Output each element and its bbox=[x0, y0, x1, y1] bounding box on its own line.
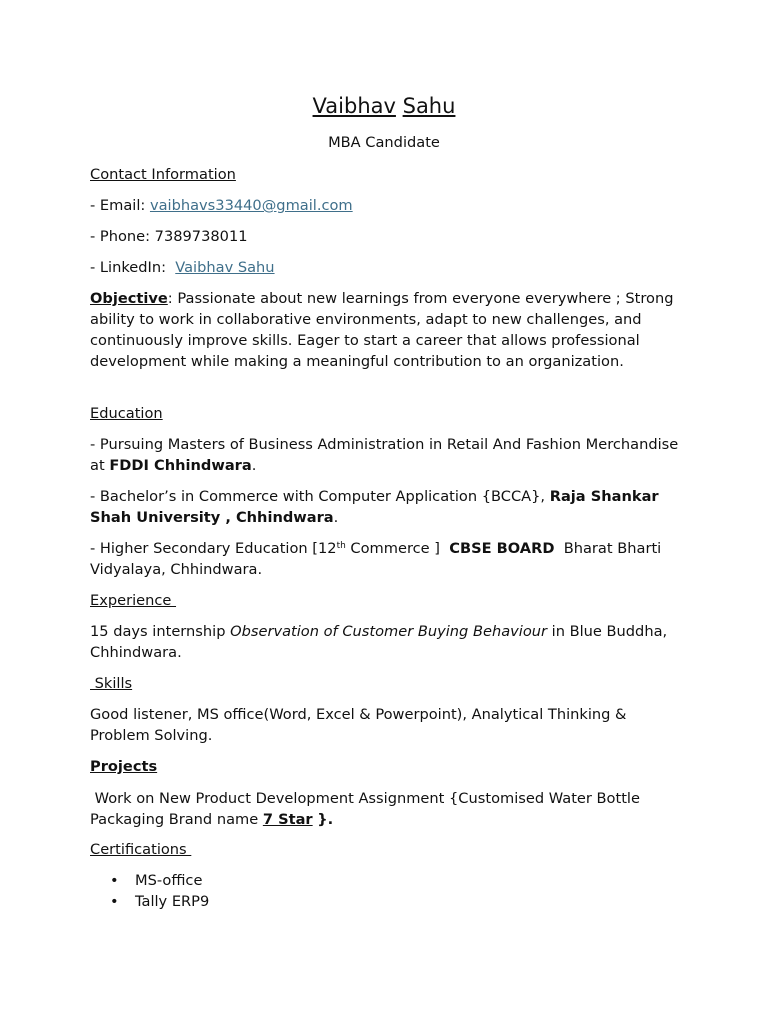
email-link[interactable]: vaibhavs33440@gmail.com bbox=[149, 197, 353, 214]
education-bcca-end: . bbox=[333, 509, 339, 526]
skills-heading: Skills bbox=[90, 675, 133, 692]
projects-heading bbox=[90, 756, 157, 777]
education-bcca-university: Raja Shankar Shah University , Chhindwara bbox=[90, 488, 659, 526]
skills-text: Good listener, MS office(Word, Excel & Powerpoint), Analytical Thinking & Problem Solving. bbox=[90, 706, 627, 744]
certifications-heading: Certifications bbox=[90, 841, 192, 858]
phone-label: - Phone: bbox=[90, 228, 155, 245]
objective-section bbox=[90, 288, 682, 372]
email-label: - Email: bbox=[90, 197, 150, 214]
projects-end: }. bbox=[317, 811, 334, 828]
certifications-list bbox=[90, 870, 209, 912]
list-item bbox=[90, 891, 209, 912]
bullet-icon: • bbox=[110, 893, 119, 910]
projects-heading-text: Projects bbox=[90, 758, 158, 775]
education-hsc-text2: Commerce ] bbox=[345, 540, 450, 557]
bullet-icon: • bbox=[110, 872, 119, 889]
certification-name: Tally ERP9 bbox=[135, 893, 210, 910]
linkedin-label: - LinkedIn: bbox=[90, 259, 176, 276]
last-name: Sahu bbox=[402, 94, 456, 118]
education-item-bcca bbox=[90, 486, 682, 528]
projects-description: Work on New Product Development Assignment {Customised Water Bottle Packaging Brand name bbox=[90, 790, 645, 828]
education-item-hsc bbox=[90, 538, 682, 580]
education-hsc-text: - Higher Secondary Education [12 bbox=[90, 540, 337, 557]
objective-heading: Objective bbox=[90, 290, 168, 307]
education-bcca-text: - Bachelor’s in Commerce with Computer Application {BCCA}, bbox=[90, 488, 550, 505]
education-item-mba bbox=[90, 434, 682, 476]
candidate-name bbox=[90, 92, 678, 120]
experience-title: Observation of Customer Buying Behaviour bbox=[230, 623, 548, 640]
experience-prefix: 15 days internship bbox=[90, 623, 231, 640]
linkedin-line bbox=[90, 257, 275, 278]
first-name: Vaibhav bbox=[312, 94, 396, 118]
linkedin-link[interactable]: Vaibhav Sahu bbox=[175, 259, 275, 276]
email-line bbox=[90, 195, 353, 216]
education-mba-institute: FDDI Chhindwara bbox=[109, 457, 252, 474]
contact-heading: Contact Information bbox=[90, 166, 236, 183]
certification-name: MS-office bbox=[135, 872, 203, 889]
projects-brand: 7 Star bbox=[262, 811, 313, 828]
education-hsc-board: CBSE BOARD bbox=[449, 540, 555, 557]
phone-number: 7389738011 bbox=[154, 228, 248, 245]
projects-text bbox=[90, 788, 682, 830]
education-heading: Education bbox=[90, 405, 163, 422]
objective-text: : Passionate about new learnings from everyone everywhere ; Strong ability to work in collaborative environments, adapt to new challenges, and continuously improve skills. Eager to start a career that allows professional development while making a meaningful contribution to an organization. bbox=[90, 290, 674, 370]
experience-text bbox=[90, 621, 682, 663]
list-item bbox=[90, 870, 209, 891]
experience-suffix: in Blue Buddha, Chhindwara. bbox=[90, 623, 668, 661]
candidate-subtitle: MBA Candidate bbox=[328, 134, 440, 151]
education-hsc-sup: th bbox=[336, 541, 346, 551]
education-mba-text: - Pursuing Masters of Business Administration in Retail And Fashion Merchandise at bbox=[90, 436, 679, 474]
phone-line bbox=[90, 226, 248, 247]
education-mba-end: . bbox=[251, 457, 257, 474]
experience-heading: Experience bbox=[90, 592, 177, 609]
education-hsc-end: Bharat Bharti Vidyalaya, Chhindwara. bbox=[90, 540, 666, 578]
